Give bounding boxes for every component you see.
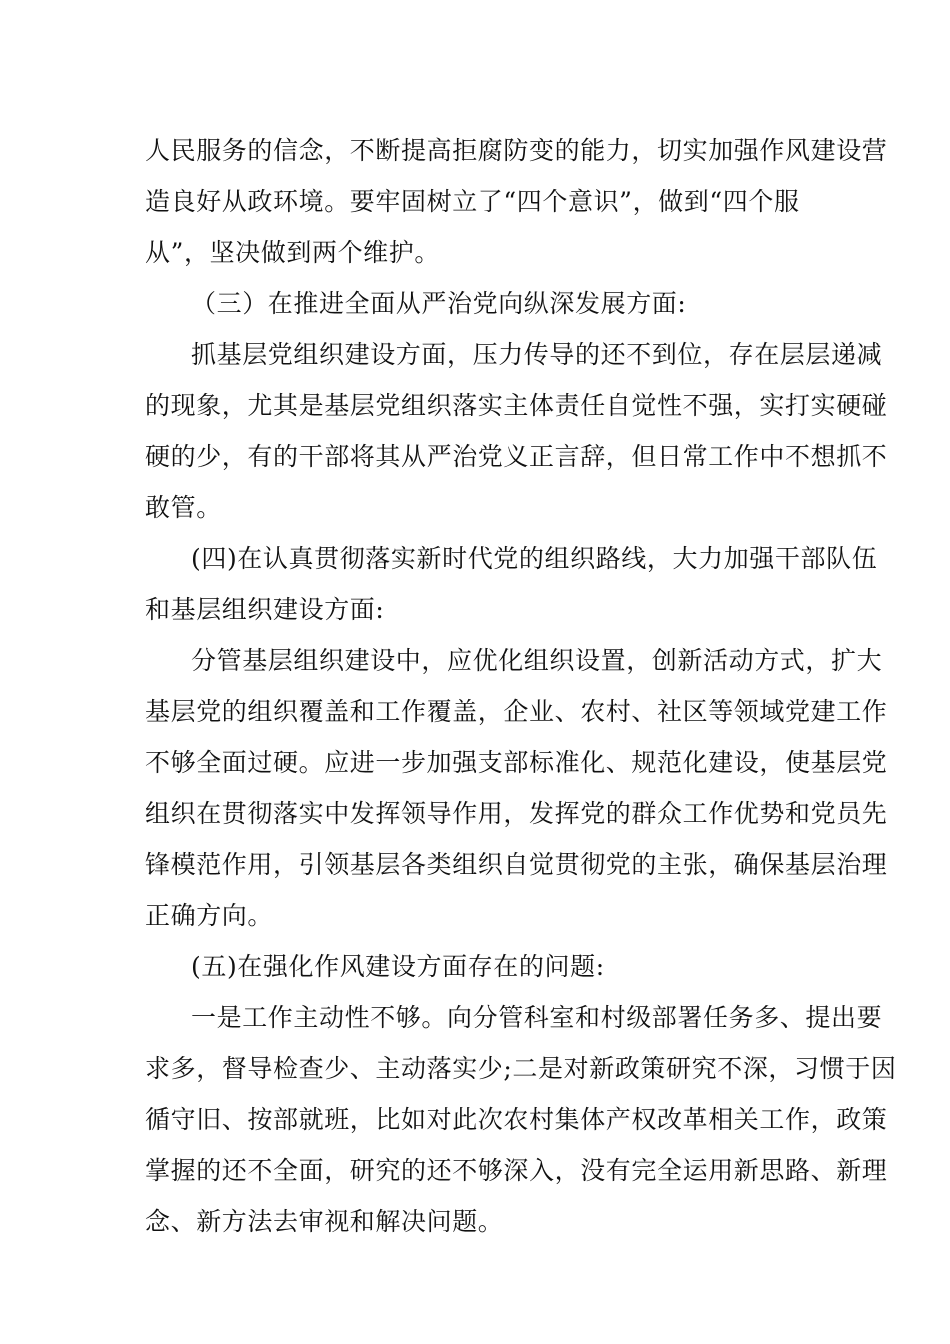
text-line: 正确方向。 (145, 901, 274, 930)
text-line: 从”，坚决做到两个维护。 (145, 238, 440, 267)
text-line: 念、新方法去审视和解决问题。 (145, 1207, 504, 1236)
text-line: 造良好从政环境。要牢固树立了“四个意识”，做到“四个服 (145, 187, 800, 216)
section-heading-4-cont: 和基层组织建设方面: (145, 595, 385, 624)
text-line: 掌握的还不全面，研究的还不够深入，没有完全运用新思路、新理 (145, 1156, 888, 1185)
text-line: 求多，督导检查少、主动落实少;二是对新政策研究不深，习惯于因 (145, 1054, 897, 1083)
text-line: 人民服务的信念，不断提高拒腐防变的能力，切实加强作风建设营 (145, 136, 888, 165)
section-heading-5: (五)在强化作风建设方面存在的问题: (191, 952, 605, 981)
text-line: 循守旧、按部就班，比如对此次农村集体产权改革相关工作，政策 (145, 1105, 888, 1134)
text-line: 硬的少，有的干部将其从严治党义正言辞，但日常工作中不想抓不 (145, 442, 888, 471)
section-heading-4: (四)在认真贯彻落实新时代党的组织路线，大力加强干部队伍 (191, 544, 878, 573)
section-heading-3: （三）在推进全面从严治党向纵深发展方面: (191, 289, 687, 318)
text-line: 抓基层党组织建设方面，压力传导的还不到位，存在层层递减 (191, 340, 883, 369)
text-line: 锋模范作用，引领基层各类组织自觉贯彻党的主张，确保基层治理 (145, 850, 888, 879)
text-line: 不够全面过硬。应进一步加强支部标准化、规范化建设，使基层党 (145, 748, 888, 777)
text-line: 组织在贯彻落实中发挥领导作用，发挥党的群众工作优势和党员先 (145, 799, 888, 828)
text-line: 分管基层组织建设中，应优化组织设置，创新活动方式，扩大 (191, 646, 883, 675)
text-line: 一是工作主动性不够。向分管科室和村级部署任务多、提出要 (191, 1003, 883, 1032)
text-line: 敢管。 (145, 493, 222, 522)
text-line: 基层党的组织覆盖和工作覆盖，企业、农村、社区等领域党建工作 (145, 697, 888, 726)
text-line: 的现象，尤其是基层党组织落实主体责任自觉性不强，实打实硬碰 (145, 391, 888, 420)
